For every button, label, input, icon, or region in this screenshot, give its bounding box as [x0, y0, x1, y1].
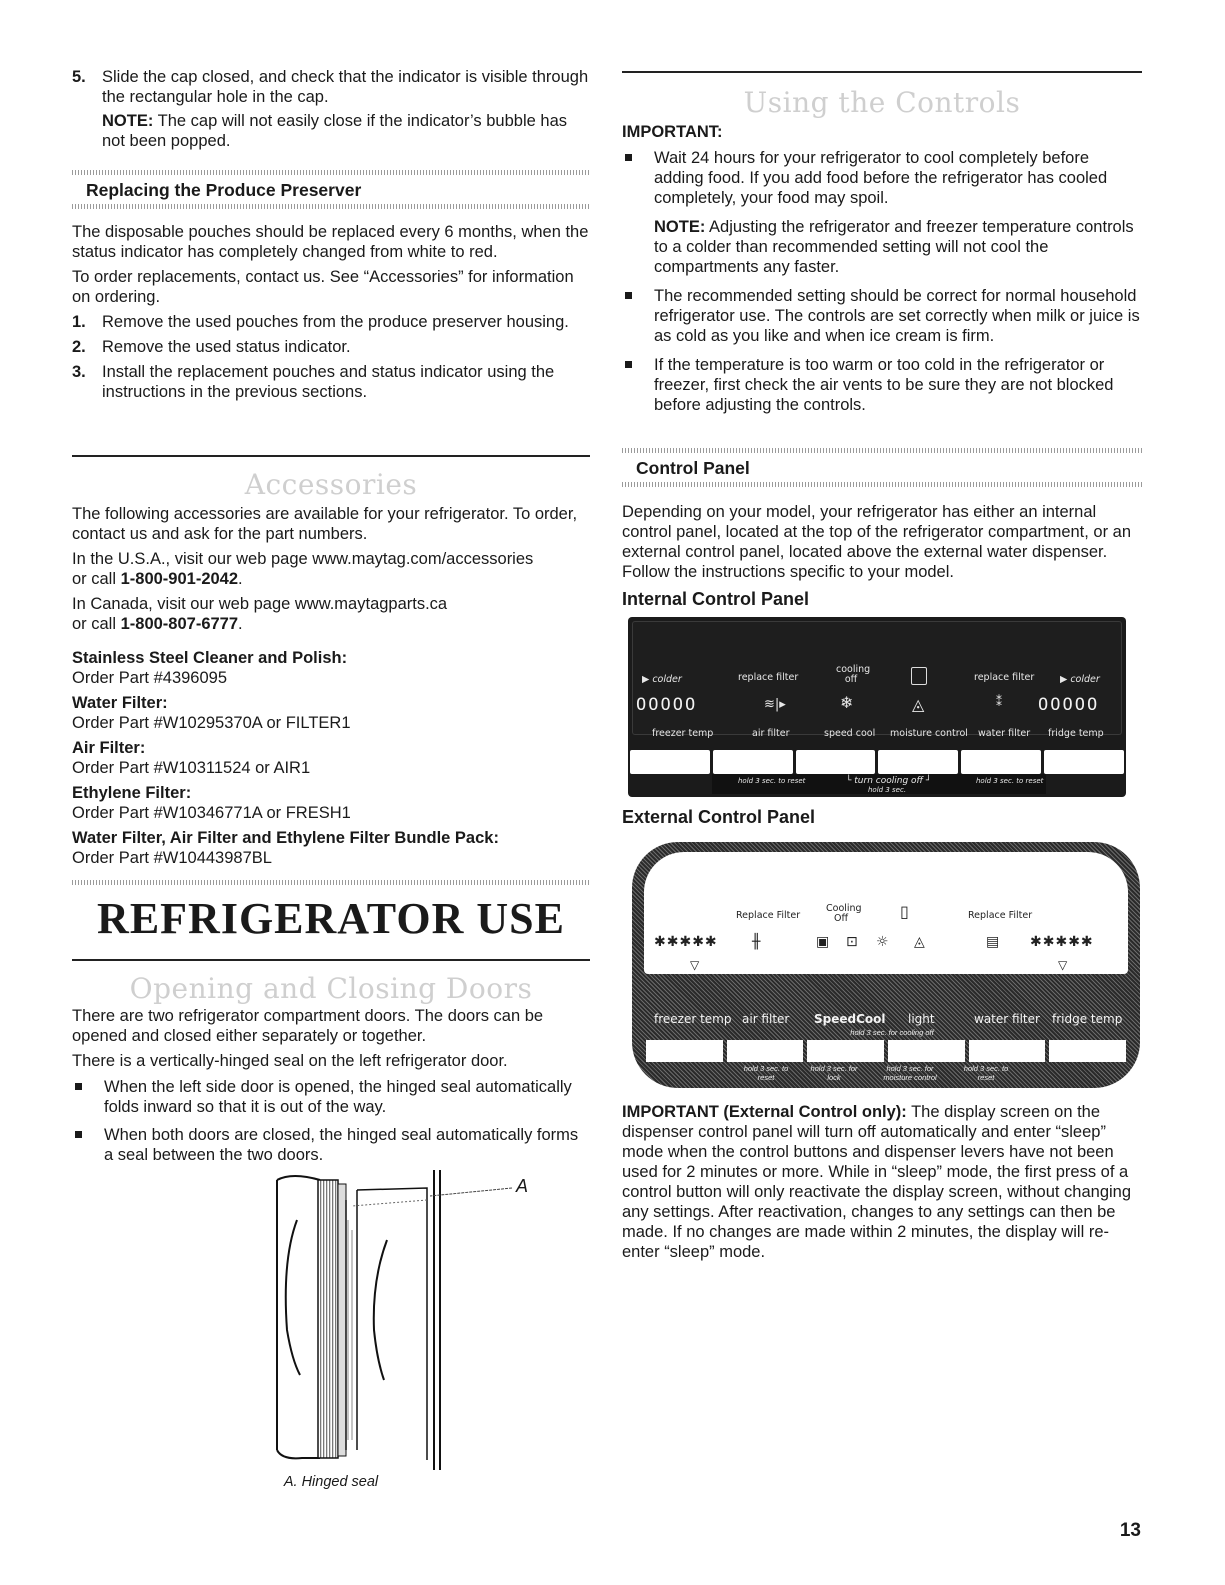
freezer-temp-button[interactable]: [646, 1040, 723, 1062]
arrow-down-left-icon: ▽: [690, 958, 700, 972]
bullet-text: When both doors are closed, the hinged seal automatically forms a seal between the two doors.: [104, 1126, 579, 1164]
note-text: Adjusting the refrigerator and freezer temperature controls to a colder than recommended setting will not cool the compartments any faster.: [654, 218, 1134, 276]
important-external-text: The display screen on the dispenser control panel will turn off automatically and enter “sleep” mode when the control buttons and dispenser levers have not been used for 2 minutes or more. While in “sleep” mode, the first press of a control button will only reactivate the display screen, without changing any settings. After reactivation, changes to any settings can then be made. If no changes are made within 2 minutes, the display will re-enter “sleep” mode.: [622, 1103, 1132, 1261]
step-number: 5.: [72, 68, 86, 86]
control-panel-paragraph: Depending on your model, your refrigerator has either an internal control panel, located at the top of the refrigerator compartment, or an external control panel, located above the external water dispenser. Follow the instructions specific to your model.: [622, 503, 1132, 581]
moisture-icon: [911, 667, 927, 685]
call-text: or call: [72, 615, 121, 633]
speedcool-button[interactable]: [807, 1040, 884, 1062]
bullet-icon: [625, 154, 632, 161]
fridge-temp-button[interactable]: [1049, 1040, 1126, 1062]
cooling-off-label: Cooling Off: [826, 903, 862, 924]
accessories-intro: The following accessories are available for your refrigerator. To order, contact us and ask for the part numbers.: [72, 505, 578, 543]
section-rule: [622, 71, 1142, 73]
callout-a: A: [516, 1176, 529, 1196]
step-text: Remove the used status indicator.: [102, 338, 351, 356]
arrow-down-right-icon: ▽: [1058, 958, 1068, 972]
accessory-label: Air Filter:: [72, 739, 146, 757]
controls-note: [654, 217, 1142, 277]
bullet-text: The recommended setting should be correct for normal household refrigerator use. The controls are set correctly when milk or juice is as cold as you like and when ice cream is firm.: [654, 287, 1140, 345]
step-text: Remove the used pouches from the produce preserver housing.: [102, 313, 569, 331]
moisture-control-label: moisture control: [890, 728, 968, 739]
control-panel-heading: Control Panel: [636, 458, 750, 478]
hold-note: hold 3 sec. to reset: [743, 1064, 789, 1082]
divider-hatch: [72, 204, 590, 209]
colder-right-label: ▶ colder: [1060, 674, 1100, 685]
light-label: light: [908, 1012, 935, 1026]
accessory-label: Water Filter, Air Filter and Ethylene Filter Bundle Pack:: [72, 829, 499, 847]
freezer-temp-label: freezer temp: [654, 1012, 732, 1026]
section-rule: [72, 959, 590, 961]
accessory-part: Order Part #4396095: [72, 669, 228, 687]
bullet-text: If the temperature is too warm or too cold in the refrigerator or freezer, first check the air vents to be sure they are not blocked before adjusting the controls.: [654, 356, 1114, 414]
air-filter-icon: ╫: [752, 934, 761, 950]
doors-paragraph-1: There are two refrigerator compartment doors. The doors can be opened and closed either separately or together.: [72, 1007, 544, 1045]
accessory-item: [72, 828, 590, 868]
accessory-item: [72, 783, 590, 823]
external-control-panel: [632, 842, 1140, 1088]
hinged-seal-illustration: [182, 1160, 522, 1480]
water-filter-label: water filter: [974, 1012, 1040, 1026]
replacing-step: [72, 362, 590, 402]
replace-filter-left-label: Replace Filter: [736, 910, 801, 921]
hold-cooling-off-label: hold 3 sec. for cooling off: [850, 1028, 934, 1037]
moisture-icon: ▯: [900, 902, 909, 921]
bullet-text: When the left side door is opened, the hinged seal automatically folds inward so that it is out of the way.: [104, 1078, 572, 1116]
doors-bullet: [72, 1125, 590, 1165]
usa-phone: 1-800-901-2042: [120, 570, 239, 588]
water-filter-label: water filter: [978, 728, 1031, 739]
air-filter-button[interactable]: [713, 750, 793, 774]
hold-center: hold 3 sec.: [868, 786, 907, 794]
accessory-item: [72, 738, 590, 778]
page-number: 13: [1119, 1520, 1141, 1541]
note-label: NOTE:: [102, 112, 154, 130]
air-filter-label: air filter: [742, 1012, 790, 1026]
step-note: [102, 111, 590, 151]
controls-title: Using the Controls: [743, 86, 1021, 119]
light-button[interactable]: [888, 1040, 965, 1062]
important-external-paragraph: [622, 1102, 1146, 1262]
controls-bullet: [622, 148, 1142, 277]
replacing-paragraph-1: The disposable pouches should be replaced every 6 months, when the status indicator has completely changed from white to red.: [72, 223, 589, 261]
canada-info: In Canada, visit our web page www.maytagparts.ca or call 1-800-807-6777.: [72, 595, 448, 633]
air-filter-label: air filter: [752, 728, 790, 739]
replace-filter-left-label: replace filter: [738, 672, 799, 683]
freezer-temp-label: freezer temp: [652, 728, 714, 739]
accessory-part: Order Part #W10295370A or FILTER1: [72, 714, 351, 732]
controls-bullet: [622, 355, 1142, 415]
hold-note: hold 3 sec. for moisture control: [883, 1064, 937, 1082]
speed-cool-button[interactable]: [796, 750, 876, 774]
bullet-icon: [75, 1083, 82, 1090]
hold-reset-right: hold 3 sec. to reset: [976, 777, 1044, 785]
accessory-part: Order Part #W10443987BL: [72, 849, 272, 867]
accessory-list: [72, 648, 590, 868]
figure-caption: A. Hinged seal: [283, 1474, 379, 1490]
step-number: 1.: [72, 313, 86, 331]
freezer-temp-display: ✱✱✱✱✱: [654, 934, 718, 950]
usa-text: In the U.S.A., visit our web page www.maytag.com/accessories: [72, 550, 534, 568]
accessories-title: Accessories: [244, 468, 418, 501]
accessory-label: Ethylene Filter:: [72, 784, 192, 802]
accessory-item: [72, 693, 590, 733]
water-drop-icon: ◬: [912, 695, 925, 714]
bullet-icon: [625, 361, 632, 368]
doors-paragraph-2: There is a vertically-hinged seal on the left refrigerator door.: [72, 1052, 508, 1070]
hold-note: hold 3 sec. to reset: [963, 1064, 1009, 1082]
external-display-screen: [644, 852, 1128, 974]
external-panel-heading: External Control Panel: [622, 807, 816, 827]
accessory-label: Water Filter:: [72, 694, 168, 712]
freezer-temp-display: OOOOO: [636, 695, 698, 715]
fridge-temp-display: ✱✱✱✱✱: [1030, 934, 1094, 950]
step-5: [72, 67, 590, 151]
step-number: 2.: [72, 338, 86, 356]
usa-info: In the U.S.A., visit our web page www.maytag.com/accessories or call 1-800-901-2042.: [72, 550, 534, 588]
doors-title: Opening and Closing Doors: [129, 972, 533, 1005]
internal-control-panel: [628, 617, 1126, 797]
hold-reset-left: hold 3 sec. to reset: [738, 777, 806, 785]
replacing-step: [72, 337, 590, 357]
water-drop-icon: ◬: [914, 934, 925, 950]
water-filter-button[interactable]: [961, 750, 1041, 774]
speedcool-label: SpeedCool: [814, 1012, 886, 1026]
canada-phone: 1-800-807-6777: [120, 615, 239, 633]
speed-cool-label: speed cool: [824, 728, 876, 739]
fridge-temp-button[interactable]: [1044, 750, 1124, 774]
internal-panel-heading: Internal Control Panel: [622, 589, 810, 609]
water-filter-button[interactable]: [969, 1040, 1046, 1062]
controls-bullet: [622, 286, 1142, 346]
step-text: Slide the cap closed, and check that the indicator is visible through the rectangular hole in the cap.: [102, 68, 589, 106]
accessory-item: [72, 648, 590, 688]
replacing-steps: [72, 312, 590, 402]
hold-note: hold 3 sec. for lock: [810, 1064, 858, 1082]
light-icon: ☼: [876, 934, 889, 950]
air-filter-icon: ≋|▸: [764, 697, 786, 712]
bullet-icon: [75, 1131, 82, 1138]
doors-bullet: [72, 1077, 590, 1117]
turn-cooling-off-label: └ turn cooling off ┘: [846, 776, 932, 786]
fridge-temp-display: OOOOO: [1038, 695, 1100, 715]
section-rule: [72, 455, 590, 457]
divider-hatch: [622, 482, 1142, 487]
water-filter-icon: ⁑: [996, 695, 1002, 709]
snowflake-icon: ❄: [840, 693, 854, 712]
divider-hatch: [72, 880, 590, 885]
refrigerator-use-title: REFRIGERATOR USE: [97, 894, 565, 943]
accessory-part: Order Part #W10346771A or FRESH1: [72, 804, 351, 822]
note-label: NOTE:: [654, 218, 706, 236]
step-text: Install the replacement pouches and status indicator using the instructions in the previous sections.: [102, 363, 555, 401]
colder-left-label: ▶ colder: [642, 674, 682, 685]
fridge-temp-label: fridge temp: [1048, 728, 1104, 739]
lock-icon: ⊡: [846, 934, 858, 950]
external-button-row: [646, 1040, 1126, 1062]
accessory-label: Stainless Steel Cleaner and Polish:: [72, 649, 348, 667]
cooling-off-label: cooling off: [836, 664, 871, 685]
important-label: IMPORTANT:: [622, 123, 723, 141]
bullet-text: Wait 24 hours for your refrigerator to cool completely before adding food. If you add food before the refrigerator has cooled completely, your food may spoil.: [654, 149, 1108, 207]
important-external-label: IMPORTANT (External Control only):: [622, 1103, 907, 1121]
moisture-control-button[interactable]: [878, 750, 958, 774]
internal-button-row: [630, 750, 1124, 774]
canada-text: In Canada, visit our web page www.maytagparts.ca: [72, 595, 448, 613]
water-filter-icon: ▤: [986, 934, 1000, 950]
speedcool-icon: ▣: [816, 934, 830, 950]
fridge-temp-label: fridge temp: [1052, 1012, 1123, 1026]
replacing-heading: Replacing the Produce Preserver: [86, 180, 362, 200]
air-filter-button[interactable]: [727, 1040, 804, 1062]
replace-filter-right-label: replace filter: [974, 672, 1035, 683]
replacing-paragraph-2: To order replacements, contact us. See “Accessories” for information on ordering.: [72, 268, 574, 306]
freezer-temp-button[interactable]: [630, 750, 710, 774]
call-text: or call: [72, 570, 121, 588]
accessory-part: Order Part #W10311524 or AIR1: [72, 759, 311, 777]
replace-filter-right-label: Replace Filter: [968, 910, 1033, 921]
replacing-step: [72, 312, 590, 332]
step-number: 3.: [72, 363, 86, 381]
note-text: The cap will not easily close if the indicator’s bubble has not been popped.: [102, 112, 567, 150]
bullet-icon: [625, 292, 632, 299]
